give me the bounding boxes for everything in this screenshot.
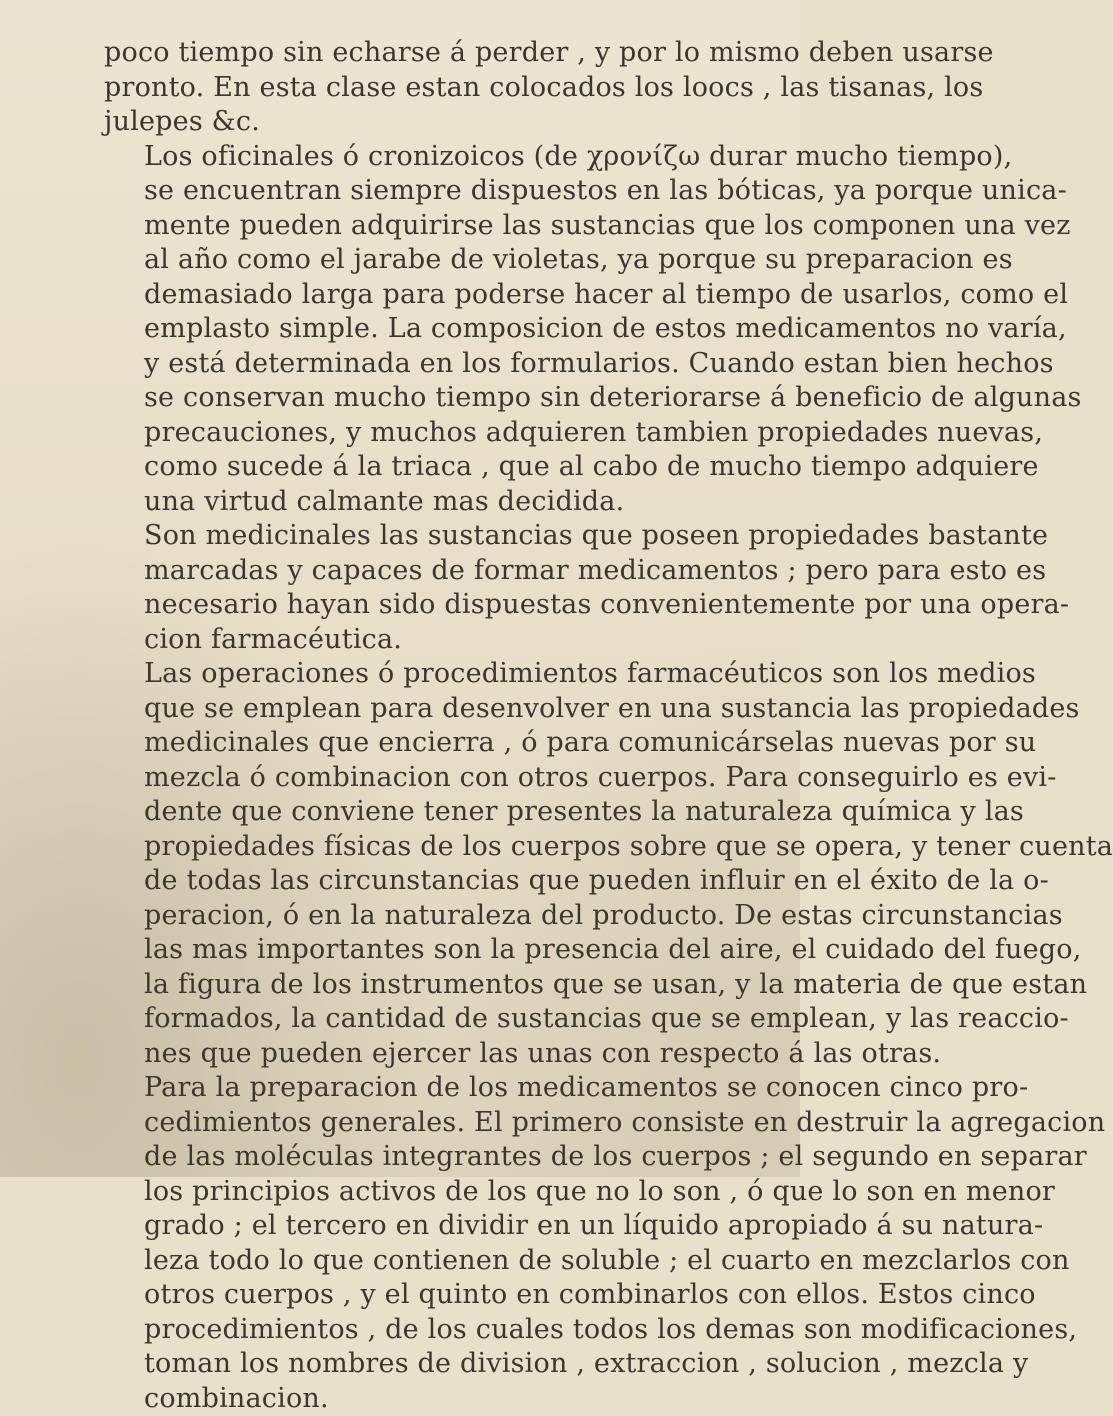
text-line: medicinales que encierra , ó para comunicárselas nuevas por su xyxy=(104,726,772,761)
text-line: de todas las circunstancias que pueden influir en el éxito de la o- xyxy=(104,864,772,899)
text-line: otros cuerpos , y el quinto en combinarlos con ellos. Estos cinco xyxy=(104,1278,772,1313)
text-line: necesario hayan sido dispuestas convenientemente por una opera- xyxy=(104,588,772,623)
text-line: poco tiempo sin echarse á perder , y por lo mismo deben usarse xyxy=(104,36,772,71)
text-line: las mas importantes son la presencia del aire, el cuidado del fuego, xyxy=(104,933,772,968)
text-line: combinacion. xyxy=(104,1382,772,1416)
paragraph-procedimientos xyxy=(104,1071,772,1416)
text-line: demasiado larga para poderse hacer al tiempo de usarlos, como el xyxy=(104,278,772,313)
text-line: dente que conviene tener presentes la naturaleza química y las xyxy=(104,795,772,830)
text-line: mezcla ó combinacion con otros cuerpos. Para conseguirlo es evi- xyxy=(104,761,772,796)
text-line: la figura de los instrumentos que se usan, y la materia de que estan xyxy=(104,968,772,1003)
text-line: una virtud calmante mas decidida. xyxy=(104,485,772,520)
text-line: como sucede á la triaca , que al cabo de mucho tiempo adquiere xyxy=(104,450,772,485)
text-line: grado ; el tercero en dividir en un líquido apropiado á su natura- xyxy=(104,1209,772,1244)
paragraph-oficinales xyxy=(104,140,772,520)
text-line: Los oficinales ó cronizoicos (de χρονίζω durar mucho tiempo), xyxy=(104,140,772,175)
paragraph-medicinales xyxy=(104,519,772,657)
text-line: al año como el jarabe de violetas, ya porque su preparacion es xyxy=(104,243,772,278)
text-line: procedimientos , de los cuales todos los demas son modificaciones, xyxy=(104,1313,772,1348)
text-line: mente pueden adquirirse las sustancias que los componen una vez xyxy=(104,209,772,244)
text-line: julepes &c. xyxy=(104,105,772,140)
text-line: cion farmacéutica. xyxy=(104,623,772,658)
paragraph-operaciones xyxy=(104,657,772,1071)
text-line: que se emplean para desenvolver en una sustancia las propiedades xyxy=(104,692,772,727)
text-line: formados, la cantidad de sustancias que se emplean, y las reaccio- xyxy=(104,1002,772,1037)
text-line: se conservan mucho tiempo sin deteriorarse á beneficio de algunas xyxy=(104,381,772,416)
text-line: de las moléculas integrantes de los cuerpos ; el segundo en separar xyxy=(104,1140,772,1175)
text-line: y está determinada en los formularios. Cuando estan bien hechos xyxy=(104,347,772,382)
text-line: precauciones, y muchos adquieren tambien propiedades nuevas, xyxy=(104,416,772,451)
text-line: cedimientos generales. El primero consiste en destruir la agregacion xyxy=(104,1106,772,1141)
text-line: toman los nombres de division , extraccion , solucion , mezcla y xyxy=(104,1347,772,1382)
text-line: se encuentran siempre dispuestos en las bóticas, ya porque unica- xyxy=(104,174,772,209)
text-line: leza todo lo que contienen de soluble ; el cuarto en mezclarlos con xyxy=(104,1244,772,1279)
text-line: nes que pueden ejercer las unas con respecto á las otras. xyxy=(104,1037,772,1072)
text-line: emplasto simple. La composicion de estos medicamentos no varía, xyxy=(104,312,772,347)
text-line: Para la preparacion de los medicamentos se conocen cinco pro- xyxy=(104,1071,772,1106)
text-line: propiedades físicas de los cuerpos sobre que se opera, y tener cuenta xyxy=(104,830,772,865)
text-line: marcadas y capaces de formar medicamentos ; pero para esto es xyxy=(104,554,772,589)
page-text xyxy=(104,36,772,1416)
text-line: los principios activos de los que no lo son , ó que lo son en menor xyxy=(104,1175,772,1210)
text-line: peracion, ó en la naturaleza del producto. De estas circunstancias xyxy=(104,899,772,934)
text-line: Las operaciones ó procedimientos farmacéuticos son los medios xyxy=(104,657,772,692)
paragraph-continuation xyxy=(104,36,772,140)
text-line: pronto. En esta clase estan colocados los loocs , las tisanas, los xyxy=(104,71,772,106)
text-line: Son medicinales las sustancias que poseen propiedades bastante xyxy=(104,519,772,554)
